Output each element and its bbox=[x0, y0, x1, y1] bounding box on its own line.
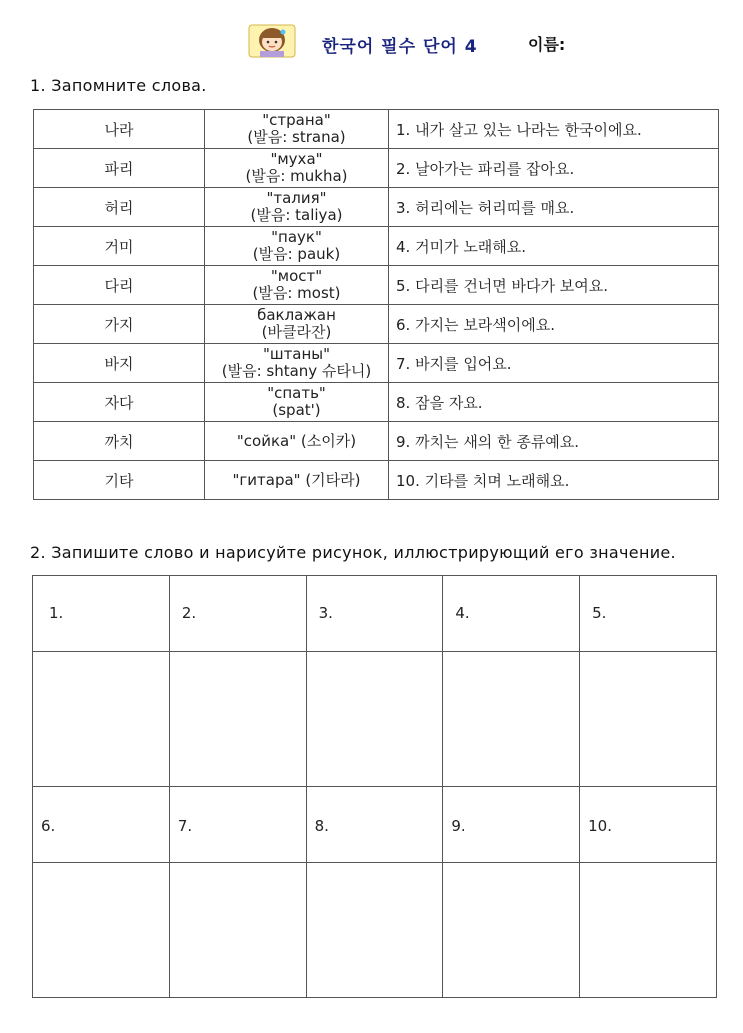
russian-word: "страна" bbox=[262, 111, 331, 129]
example-sentence: 3. 허리에는 허리띠를 매요. bbox=[389, 188, 719, 227]
grid-number-row bbox=[33, 576, 717, 652]
cell-number: 5. bbox=[592, 604, 607, 622]
word-input-cell[interactable] bbox=[306, 787, 443, 863]
pronunciation: (발음: pauk) bbox=[252, 245, 341, 263]
korean-word: 기타 bbox=[34, 461, 205, 500]
drawing-cell[interactable] bbox=[443, 863, 580, 998]
korean-word: 나라 bbox=[34, 110, 205, 149]
russian-meaning bbox=[205, 344, 389, 383]
russian-meaning bbox=[205, 110, 389, 149]
russian-meaning bbox=[205, 149, 389, 188]
worksheet-title: 한국어 필수 단어 4 bbox=[322, 37, 478, 57]
example-sentence: 6. 가지는 보라색이에요. bbox=[389, 305, 719, 344]
drawing-cell[interactable] bbox=[169, 652, 306, 787]
drawing-cell[interactable] bbox=[443, 652, 580, 787]
pronunciation: (발음: mukha) bbox=[245, 167, 348, 185]
russian-word: "штаны" bbox=[262, 345, 331, 363]
section2-title: 2. Запишите слово и нарисуйте рисунок, иллюстрирующий его значение. bbox=[30, 543, 676, 562]
word-input-cell[interactable] bbox=[306, 576, 443, 652]
pronunciation: (발음: taliya) bbox=[250, 206, 343, 224]
russian-meaning bbox=[205, 422, 389, 461]
russian-word: "спать" bbox=[267, 384, 326, 402]
worksheet-header bbox=[0, 22, 743, 62]
russian-meaning bbox=[205, 461, 389, 500]
drawing-cell[interactable] bbox=[306, 652, 443, 787]
grid-number-row bbox=[33, 787, 717, 863]
pronunciation: (spat') bbox=[272, 401, 321, 419]
drawing-cell[interactable] bbox=[33, 652, 170, 787]
korean-word: 바지 bbox=[34, 344, 205, 383]
pronunciation: (발음: strana) bbox=[247, 128, 346, 146]
korean-word: 가지 bbox=[34, 305, 205, 344]
word-input-cell[interactable] bbox=[169, 787, 306, 863]
section1-title: 1. Запомните слова. bbox=[30, 76, 207, 95]
cell-number: 4. bbox=[455, 604, 470, 622]
drawing-cell[interactable] bbox=[306, 863, 443, 998]
cell-number: 8. bbox=[314, 817, 329, 835]
russian-word: "сойка" (소이카) bbox=[236, 431, 357, 450]
table-row bbox=[34, 188, 719, 227]
russian-word: "муха" bbox=[270, 150, 323, 168]
russian-word: баклажан bbox=[257, 306, 336, 324]
table-row bbox=[34, 227, 719, 266]
example-sentence: 8. 잠을 자요. bbox=[389, 383, 719, 422]
russian-word: "мост" bbox=[270, 267, 323, 285]
table-row bbox=[34, 149, 719, 188]
korean-word: 거미 bbox=[34, 227, 205, 266]
russian-meaning bbox=[205, 383, 389, 422]
vocabulary-table bbox=[33, 109, 719, 500]
grid-drawing-row bbox=[33, 652, 717, 787]
table-row bbox=[34, 461, 719, 500]
russian-word: "паук" bbox=[271, 228, 322, 246]
example-sentence: 5. 다리를 건너면 바다가 보여요. bbox=[389, 266, 719, 305]
pronunciation: (발음: most) bbox=[252, 284, 341, 302]
cell-number: 7. bbox=[177, 817, 193, 835]
korean-word: 파리 bbox=[34, 149, 205, 188]
cell-number: 2. bbox=[181, 604, 197, 622]
russian-meaning bbox=[205, 266, 389, 305]
word-input-cell[interactable] bbox=[580, 576, 717, 652]
cell-number: 6. bbox=[41, 817, 56, 835]
example-sentence: 7. 바지를 입어요. bbox=[389, 344, 719, 383]
table-row bbox=[34, 110, 719, 149]
cell-number: 3. bbox=[318, 604, 333, 622]
girl-avatar-icon bbox=[248, 24, 296, 58]
drawing-cell[interactable] bbox=[169, 863, 306, 998]
grid-drawing-row bbox=[33, 863, 717, 998]
table-row bbox=[34, 422, 719, 461]
word-input-cell[interactable] bbox=[443, 787, 580, 863]
drawing-cell[interactable] bbox=[580, 652, 717, 787]
example-sentence: 1. 내가 살고 있는 나라는 한국이에요. bbox=[389, 110, 719, 149]
drawing-cell[interactable] bbox=[33, 863, 170, 998]
name-label: 이름: bbox=[528, 35, 566, 54]
pronunciation: (바클라잔) bbox=[261, 323, 332, 341]
example-sentence: 2. 날아가는 파리를 잡아요. bbox=[389, 149, 719, 188]
russian-meaning bbox=[205, 305, 389, 344]
table-row bbox=[34, 344, 719, 383]
cell-number: 9. bbox=[451, 817, 466, 835]
cell-number: 1. bbox=[49, 604, 64, 622]
cell-number: 10. bbox=[588, 817, 612, 835]
korean-word: 까치 bbox=[34, 422, 205, 461]
korean-word: 자다 bbox=[34, 383, 205, 422]
word-input-cell[interactable] bbox=[443, 576, 580, 652]
drawing-cell[interactable] bbox=[580, 863, 717, 998]
korean-word: 다리 bbox=[34, 266, 205, 305]
russian-word: "гитара" (기타라) bbox=[232, 470, 361, 489]
word-input-cell[interactable] bbox=[169, 576, 306, 652]
example-sentence: 9. 까치는 새의 한 종류예요. bbox=[389, 422, 719, 461]
table-row bbox=[34, 266, 719, 305]
russian-meaning bbox=[205, 188, 389, 227]
example-sentence: 4. 거미가 노래해요. bbox=[389, 227, 719, 266]
table-row bbox=[34, 383, 719, 422]
russian-word: "талия" bbox=[266, 189, 327, 207]
table-row bbox=[34, 305, 719, 344]
korean-word: 허리 bbox=[34, 188, 205, 227]
drawing-grid bbox=[32, 575, 717, 998]
pronunciation: (발음: shtany 슈타니) bbox=[221, 362, 372, 380]
word-input-cell[interactable] bbox=[33, 576, 170, 652]
word-input-cell[interactable] bbox=[33, 787, 170, 863]
word-input-cell[interactable] bbox=[580, 787, 717, 863]
example-sentence: 10. 기타를 치며 노래해요. bbox=[389, 461, 719, 500]
russian-meaning bbox=[205, 227, 389, 266]
